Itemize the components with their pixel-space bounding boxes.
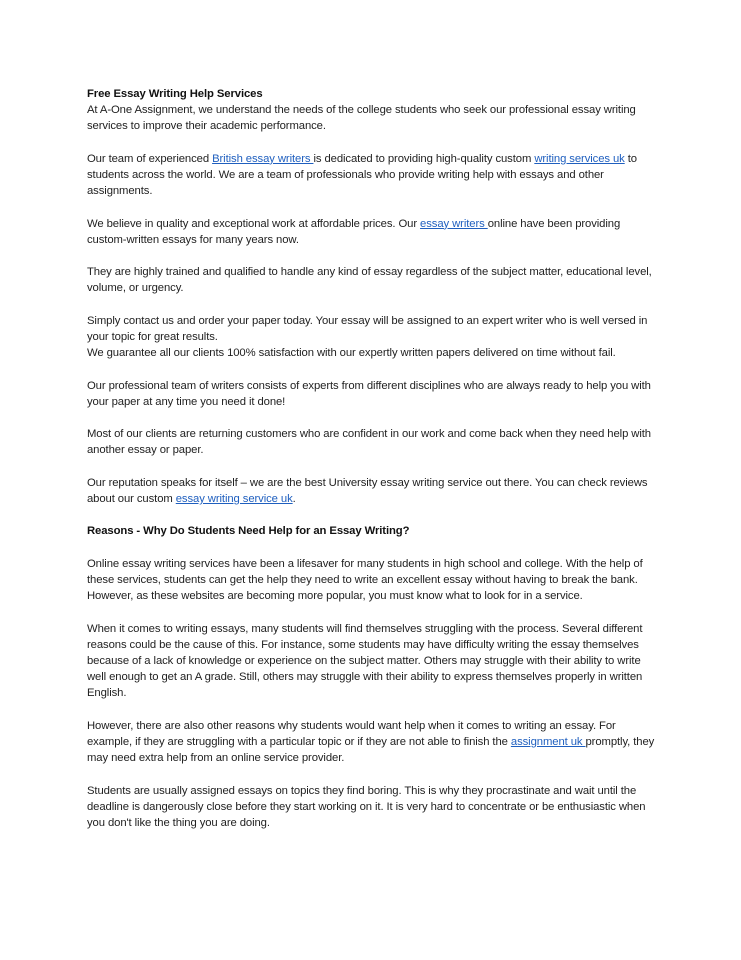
paragraph-struggling: When it comes to writing essays, many students will find themselves struggling with the process. Several different reasons could be the cause of this. For instance, some students may have difficulty writing the essay themselves because of a lack of knowledge or experience on the subject matter. Others may struggle with their ability to write well enough to get an A grade. Still, others may struggle with their ability to express themselves properly in written English. (87, 622, 643, 700)
paragraph-text: However, there are also other reasons why students would want help when it comes to writing an essay. For example, if they are struggling with a particular topic or if they are not able to finish the (87, 719, 616, 748)
paragraph-quality (87, 216, 659, 248)
paragraph-professional-team: Our professional team of writers consists of experts from different disciplines who are always ready to help you with your paper at any time you need it done! (87, 379, 651, 408)
paragraph-reputation (87, 475, 659, 507)
paragraph-team (87, 151, 659, 200)
section-heading-services: Free Essay Writing Help Services (87, 88, 263, 100)
intro-paragraph: At A-One Assignment, we understand the needs of the college students who seek our professional essay writing services to improve their academic performance. (87, 104, 636, 133)
link-essay-writing-service-uk[interactable]: essay writing service uk (175, 492, 293, 505)
link-british-essay-writers[interactable]: British essay writers (212, 152, 314, 165)
paragraph-guarantee: We guarantee all our clients 100% satisfaction with our expertly written papers delivered on time without fail. (87, 347, 616, 360)
document-page (87, 86, 659, 847)
paragraph-contact: Simply contact us and order your paper today. Your essay will be assigned to an expert writer who is well versed in your topic for great results. (87, 314, 648, 343)
paragraph-other-reasons (87, 718, 659, 767)
paragraph-text: promptly, they may need extra help from an online service provider. (87, 735, 655, 765)
paragraph-lifesaver: Online essay writing services have been a lifesaver for many students in high school and college. With the help of these services, students can get the help they need to write an excellent essay without having to break the bank. However, as these websites are becoming more popular, you must know what to look for in a service. (87, 557, 643, 603)
paragraph-text: online have been providing custom-written essays for many years now. (87, 217, 621, 246)
paragraph-boring-topics: Students are usually assigned essays on topics they find boring. This is why they procrastinate and wait until the deadline is dangerously close before they start working on it. It is very hard to concentrate or be enthusiastic when you don't like the thing you are doing. (87, 784, 646, 829)
paragraph-text: Our team of experienced (87, 152, 213, 165)
paragraph-returning-customers: Most of our clients are returning customers who are confident in our work and come back when they need help with another essay or paper. (87, 428, 651, 457)
link-writing-services-uk[interactable]: writing services uk (534, 152, 625, 165)
link-assignment-uk[interactable]: assignment uk (510, 735, 586, 748)
paragraph-trained: They are highly trained and qualified to handle any kind of essay regardless of the subject matter, educational level, volume, or urgency. (87, 266, 652, 295)
paragraph-text: We believe in quality and exceptional work at affordable prices. Our (87, 217, 421, 230)
link-essay-writers[interactable]: essay writers (420, 217, 488, 230)
paragraph-text: . (292, 492, 296, 505)
paragraph-text: Our reputation speaks for itself – we are the best University essay writing service out there. You can check reviews about our custom (87, 476, 648, 505)
paragraph-text: to students across the world. We are a team of professionals who provide writing help with essays and other assignments. (87, 152, 637, 198)
section-services (87, 86, 659, 135)
section-heading-reasons: Reasons - Why Do Students Need Help for an Essay Writing? (87, 525, 410, 538)
paragraph-text: is dedicated to providing high-quality custom (313, 152, 535, 165)
